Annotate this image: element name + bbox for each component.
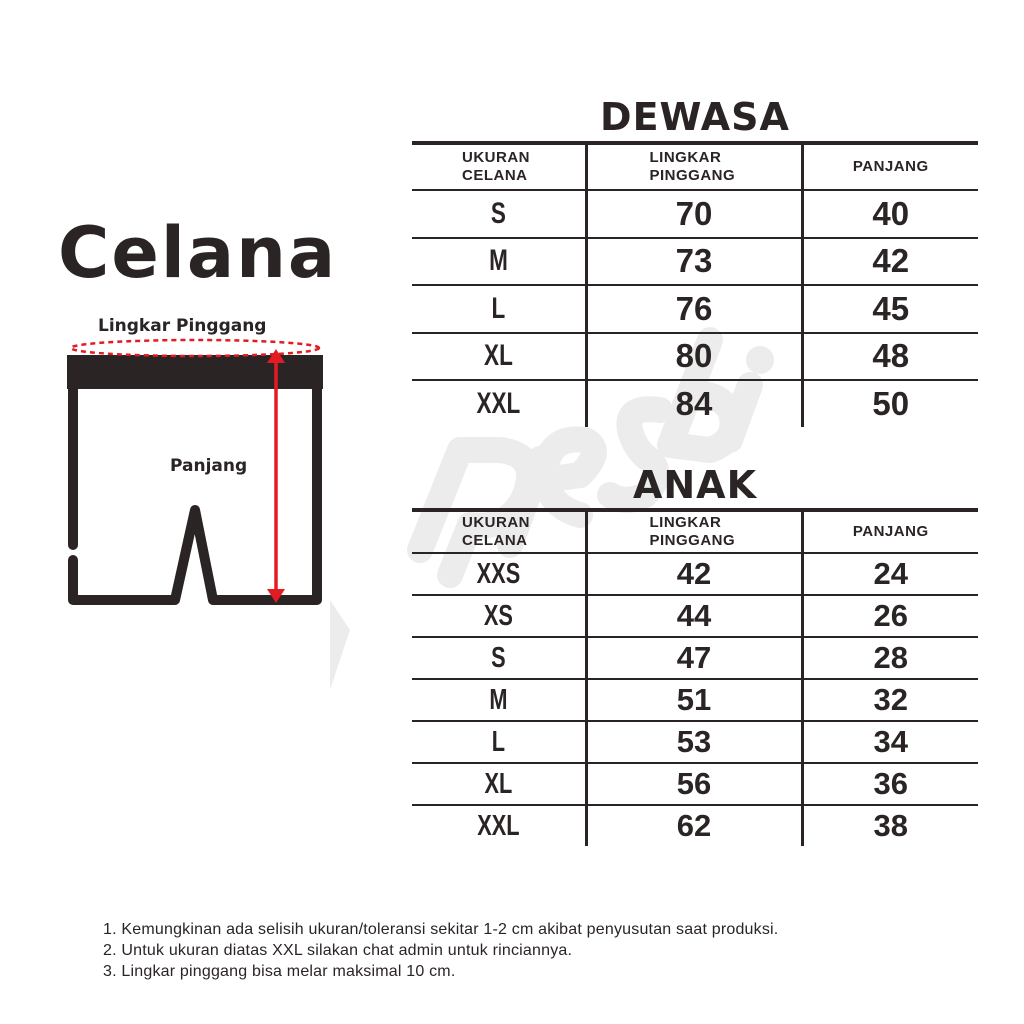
table-row (412, 721, 978, 763)
size-cell: XL (434, 333, 565, 381)
header-waist (586, 143, 802, 190)
size-cell: L (434, 721, 565, 763)
header-size-line2: CELANA (462, 532, 528, 549)
table-row (412, 553, 978, 595)
kids-size-table (412, 508, 978, 846)
table-header-row (412, 510, 978, 553)
table-header-row (412, 143, 978, 190)
size-cell: XS (434, 595, 565, 637)
header-waist-line1: LINGKAR (649, 149, 722, 166)
size-cell: XXS (434, 553, 565, 595)
table-row (412, 285, 978, 333)
table-row (412, 380, 978, 427)
length-cell: 48 (802, 333, 978, 381)
length-label: Panjang (170, 456, 248, 476)
waist-cell: 62 (586, 805, 802, 846)
header-size (412, 510, 586, 553)
shorts-outline (73, 389, 317, 600)
header-waist-line2: PINGGANG (649, 532, 736, 549)
note-item: 2. Untuk ukuran diatas XXL silakan chat admin untuk rinciannya. (103, 942, 573, 959)
table-row (412, 763, 978, 805)
length-cell: 34 (802, 721, 978, 763)
waist-cell: 53 (586, 721, 802, 763)
note-item: 3. Lingkar pinggang bisa melar maksimal 10 cm. (103, 963, 456, 980)
size-cell: XXL (476, 386, 521, 420)
waist-cell: 73 (586, 238, 802, 286)
table-row (412, 190, 978, 238)
length-cell: 26 (802, 595, 978, 637)
waist-cell: 42 (586, 553, 802, 595)
note-item: 1. Kemungkinan ada selisih ukuran/toleransi sekitar 1-2 cm akibat penyusutan saat produksi. (103, 921, 779, 938)
length-cell: 28 (802, 637, 978, 679)
size-cell: L (434, 285, 565, 333)
header-waist-line1: LINGKAR (649, 514, 722, 531)
size-cell: M (434, 238, 565, 286)
length-cell: 40 (802, 190, 978, 238)
table-row (412, 238, 978, 286)
notes (103, 919, 778, 982)
header-size (412, 143, 586, 190)
waist-cell: 80 (586, 333, 802, 381)
waist-cell: 84 (586, 380, 802, 427)
waist-cell: 70 (586, 190, 802, 238)
waist-label: Lingkar Pinggang (98, 316, 267, 336)
length-cell: 24 (802, 553, 978, 595)
waist-cell: 47 (586, 637, 802, 679)
header-waist (586, 510, 802, 553)
length-cell: 38 (802, 805, 978, 846)
table-row (412, 637, 978, 679)
waist-ellipse (71, 340, 319, 356)
size-cell: S (434, 637, 565, 679)
page-title: Celana (58, 212, 338, 294)
header-size-line2: CELANA (462, 167, 528, 184)
size-cell: S (434, 190, 565, 238)
table-row (412, 595, 978, 637)
length-cell: 32 (802, 679, 978, 721)
adult-size-table (412, 141, 978, 427)
size-cell: M (434, 679, 565, 721)
length-cell: 42 (802, 238, 978, 286)
waist-cell: 56 (586, 763, 802, 805)
waist-cell: 51 (586, 679, 802, 721)
adult-section-title: DEWASA (600, 95, 790, 139)
waist-cell: 76 (586, 285, 802, 333)
waistband (67, 355, 323, 389)
header-waist-line2: PINGGANG (649, 167, 736, 184)
length-cell: 50 (802, 380, 978, 427)
table-row (412, 679, 978, 721)
header-size-line1: UKURAN (462, 514, 530, 531)
waist-cell: 44 (586, 595, 802, 637)
length-cell: 45 (802, 285, 978, 333)
size-cell: XXL (477, 809, 520, 842)
kids-section-title: ANAK (632, 463, 758, 507)
header-length: PANJANG (802, 510, 978, 553)
size-cell: XL (434, 763, 565, 805)
header-length: PANJANG (802, 143, 978, 190)
length-cell: 36 (802, 763, 978, 805)
table-row (412, 805, 978, 846)
table-row (412, 333, 978, 381)
header-size-line1: UKURAN (462, 149, 530, 166)
